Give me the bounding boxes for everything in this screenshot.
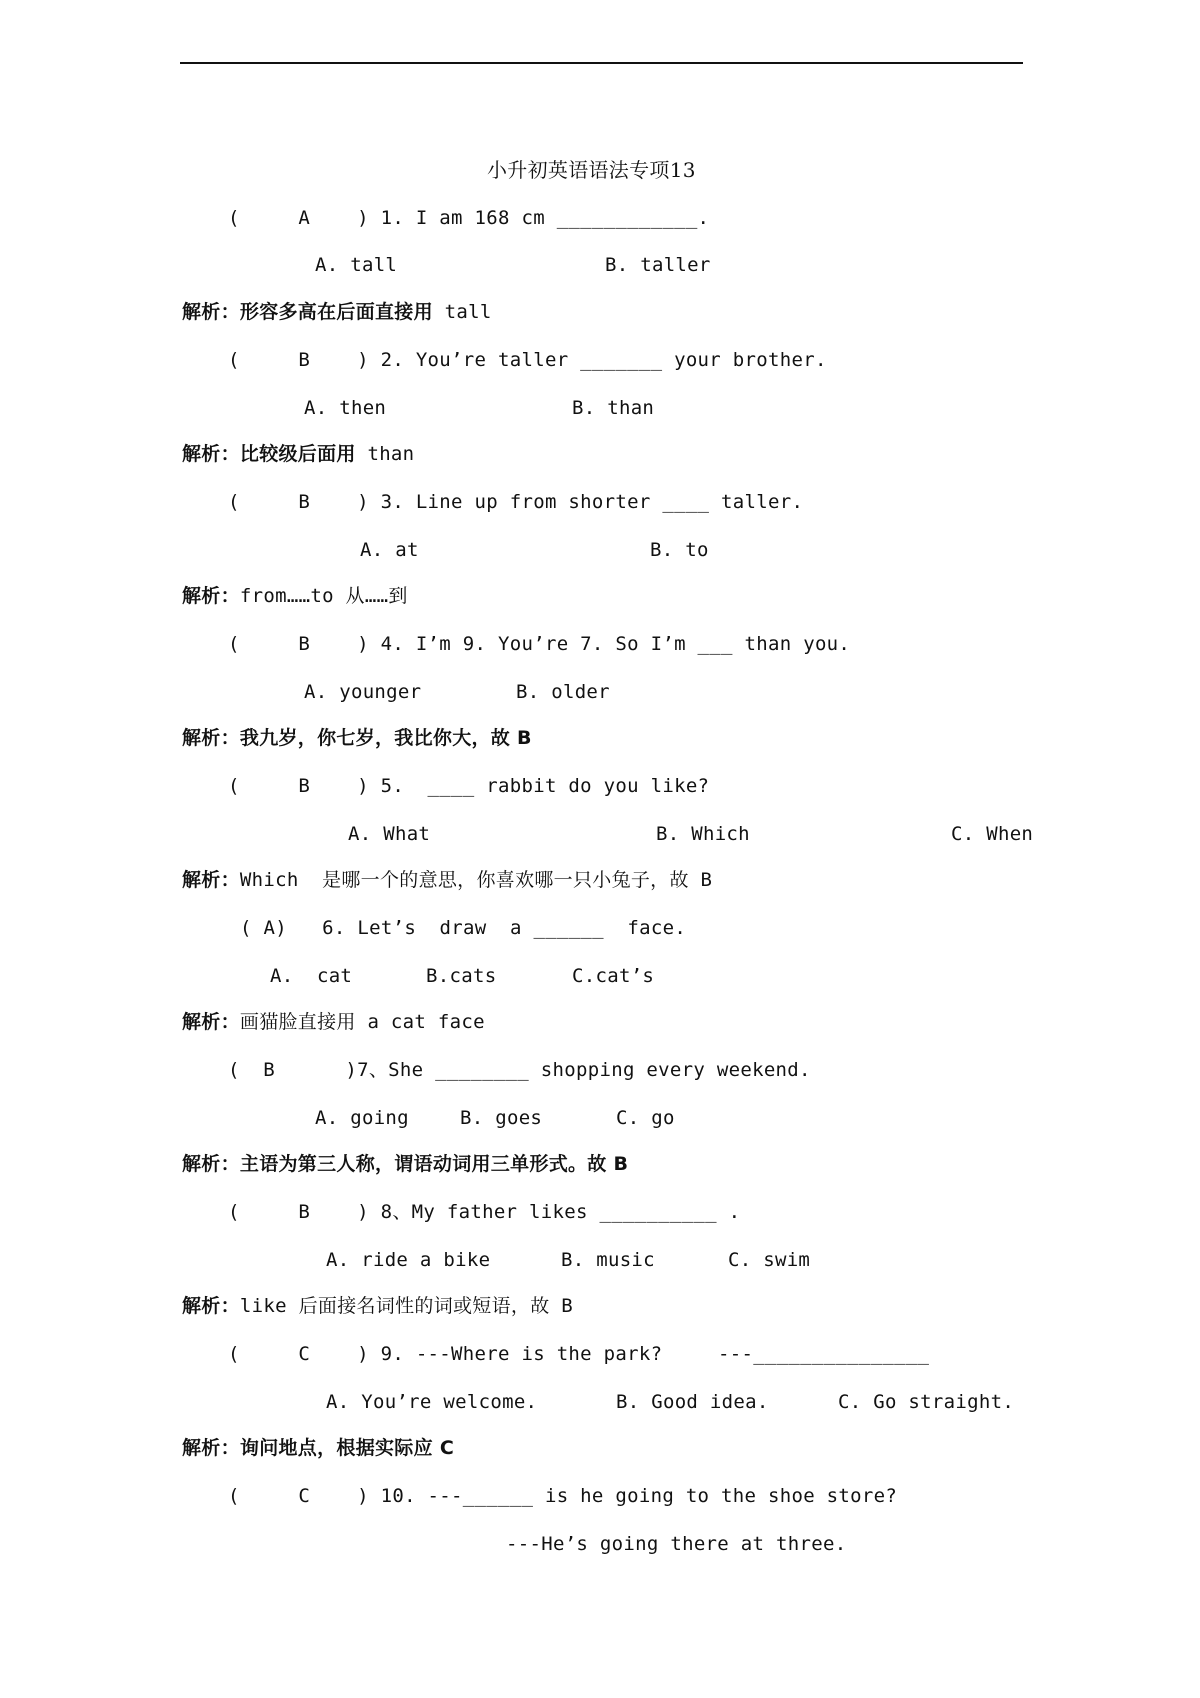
question-9-option-c: C. Go straight.: [838, 1391, 1015, 1413]
question-10-reply: ---He’s going there at three.: [506, 1533, 847, 1555]
analysis-label: 解析：: [182, 727, 240, 749]
question-9-stem: ( C ) 9. ---Where is the park?: [228, 1343, 663, 1365]
question-3-analysis: [182, 584, 408, 608]
question-4-stem: ( B ) 4. I’m 9. You’re 7. So I’m ___ than you.: [228, 633, 851, 655]
question-5-option-a: A. What: [348, 823, 431, 845]
analysis-label: 解析：: [182, 585, 240, 607]
analysis-text: 询问地点，根据实际应 C: [239, 1437, 455, 1459]
analysis-text: 形容多高在后面直接用: [239, 301, 433, 323]
question-4-option-b: B. older: [516, 681, 610, 703]
question-6-analysis: [182, 1010, 485, 1034]
question-8-stem: ( B ) 8、My father likes __________ .: [228, 1201, 741, 1223]
question-9-answer-blank: ---_______________: [718, 1343, 930, 1365]
question-1-analysis: [182, 300, 492, 324]
analysis-tail: than: [355, 443, 415, 465]
question-5-option-c: C. When: [951, 823, 1034, 845]
question-3-stem: ( B ) 3. Line up from shorter ____ taller.: [228, 491, 804, 513]
analysis-label: 解析：: [182, 1295, 240, 1317]
question-3-option-a: A. at: [360, 539, 419, 561]
analysis-tail: like 后面接名词性的词或短语，故 B: [239, 1295, 573, 1317]
analysis-tail: 画猫脸直接用 a cat face: [239, 1011, 485, 1033]
question-5-stem: ( B ) 5. ____ rabbit do you like?: [228, 775, 710, 797]
question-7-stem: ( B )7、She ________ shopping every weekend.: [228, 1059, 811, 1081]
question-1-stem: ( A ) 1. I am 168 cm ____________.: [228, 207, 710, 229]
question-3-option-b: B. to: [650, 539, 709, 561]
question-5-option-b: B. Which: [656, 823, 750, 845]
question-8-option-a: A. ride a bike: [326, 1249, 491, 1271]
question-6-option-a: A. cat: [270, 965, 353, 987]
question-8-option-c: C. swim: [728, 1249, 811, 1271]
question-9-option-a: A. You’re welcome.: [326, 1391, 538, 1413]
analysis-tail: tall: [432, 301, 492, 323]
document-title: 小升初英语语法专项13: [487, 158, 696, 182]
header-rule: [180, 62, 1023, 64]
analysis-tail: Which 是哪一个的意思，你喜欢哪一只小兔子，故 B: [239, 869, 713, 891]
question-9-analysis: [182, 1436, 454, 1460]
analysis-text: 主语为第三人称，谓语动词用三单形式。故 B: [239, 1153, 629, 1175]
question-4-analysis: [182, 726, 532, 750]
question-8-option-b: B. music: [561, 1249, 655, 1271]
question-6-option-b: B.cats: [426, 965, 497, 987]
question-4-option-a: A. younger: [304, 681, 422, 703]
question-2-option-b: B. than: [572, 397, 655, 419]
question-7-option-a: A. going: [315, 1107, 409, 1129]
analysis-text: 我九岁，你七岁，我比你大，故 B: [239, 727, 532, 749]
question-5-analysis: [182, 868, 712, 892]
analysis-label: 解析：: [182, 869, 240, 891]
question-6-stem: ( A) 6. Let’s draw a ______ face.: [240, 917, 687, 939]
question-1-option-a: A. tall: [315, 254, 398, 276]
question-1-option-b: B. taller: [605, 254, 711, 276]
question-2-analysis: [182, 442, 414, 466]
analysis-text: 比较级后面用: [239, 443, 356, 465]
question-2-option-a: A. then: [304, 397, 387, 419]
analysis-label: 解析：: [182, 1011, 240, 1033]
question-10-stem: ( C ) 10. ---______ is he going to the shoe store?: [228, 1485, 898, 1507]
question-7-analysis: [182, 1152, 628, 1176]
question-6-option-c: C.cat’s: [572, 965, 655, 987]
analysis-label: 解析：: [182, 1153, 240, 1175]
question-7-option-b: B. goes: [460, 1107, 543, 1129]
analysis-label: 解析：: [182, 301, 240, 323]
analysis-label: 解析：: [182, 1437, 240, 1459]
question-9-option-b: B. Good idea.: [616, 1391, 769, 1413]
analysis-tail: from……to 从……到: [239, 585, 408, 607]
question-8-analysis: [182, 1294, 573, 1318]
question-7-option-c: C. go: [616, 1107, 675, 1129]
analysis-label: 解析：: [182, 443, 240, 465]
question-2-stem: ( B ) 2. You’re taller _______ your brother.: [228, 349, 827, 371]
